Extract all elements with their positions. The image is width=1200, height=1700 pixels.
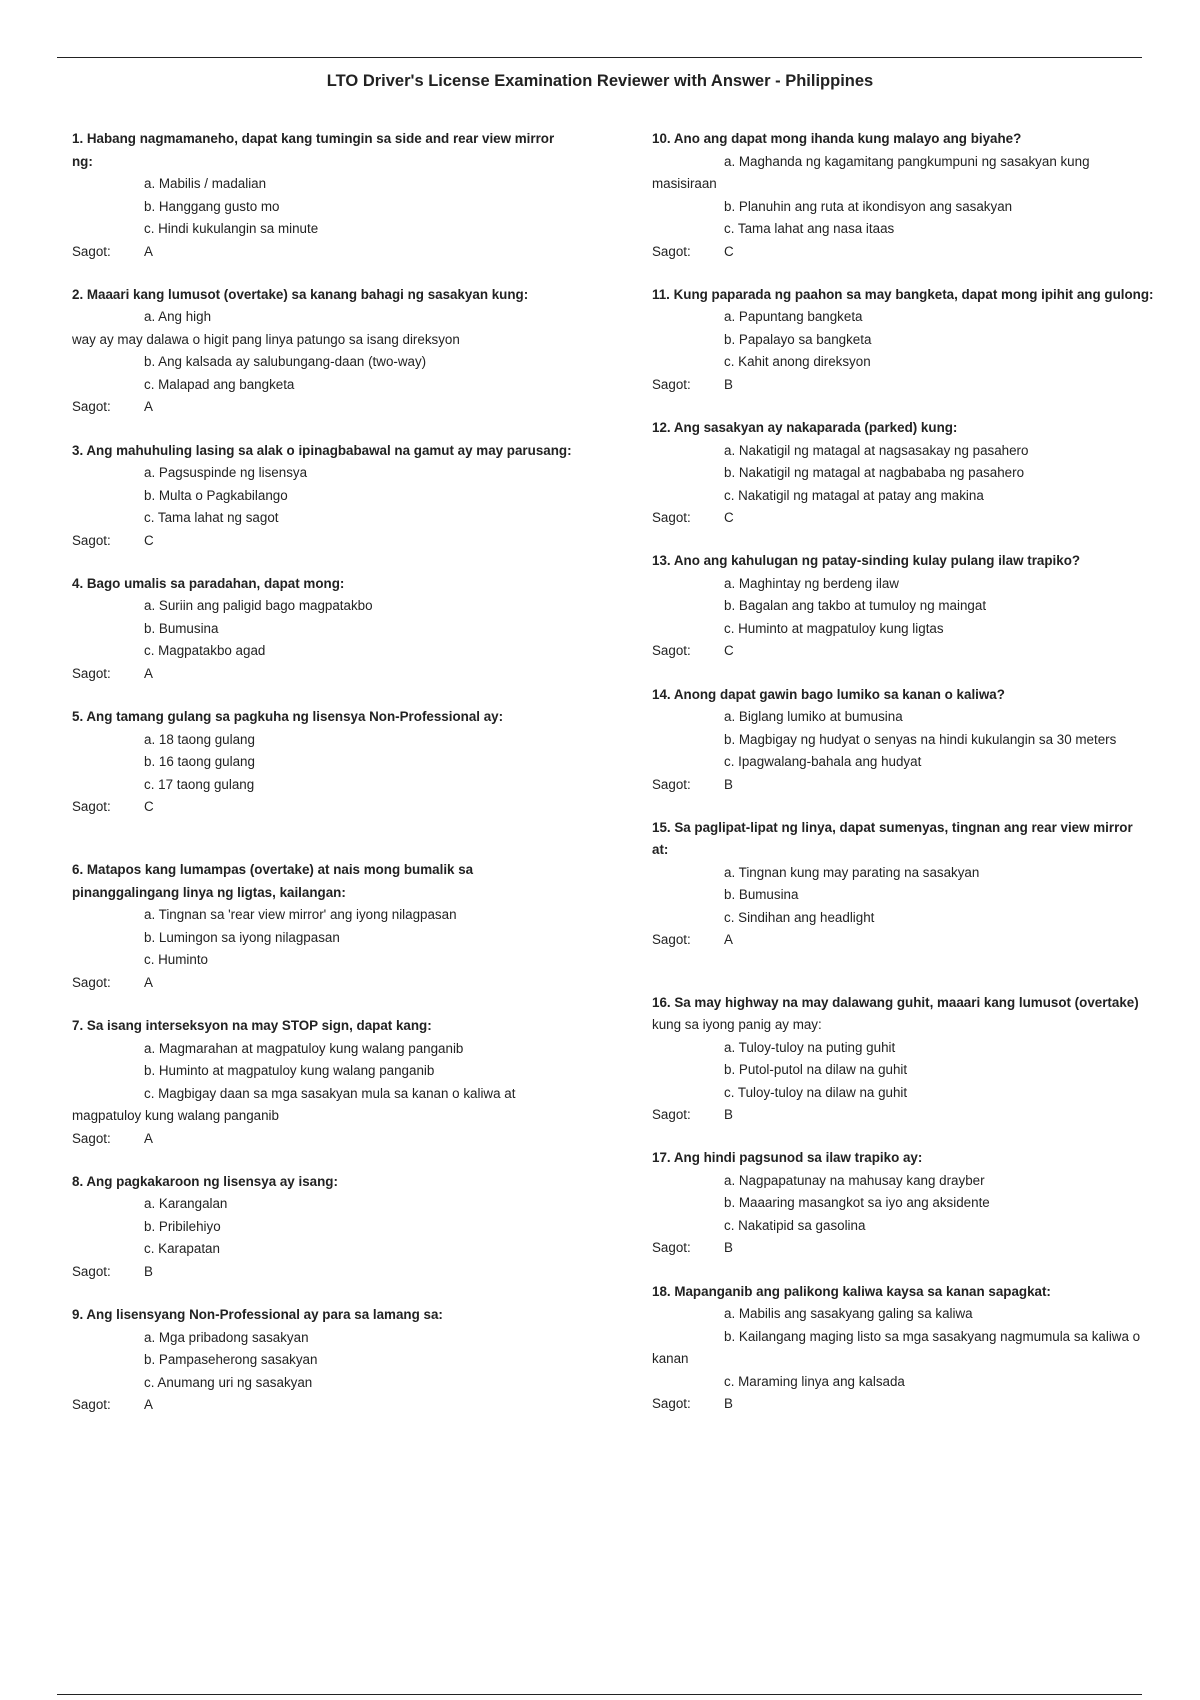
answer-option: b. Bagalan ang takbo at tumuloy ng maingat	[724, 598, 987, 614]
answer-option: c. Tama lahat ang nasa itaas	[724, 221, 895, 236]
answer-option: b. 16 taong gulang	[144, 754, 255, 770]
answer-line	[652, 374, 1187, 397]
answer-option: a. Nagpapatunay na mahusay kang drayber	[724, 1172, 985, 1188]
answer-value: A	[144, 399, 153, 415]
answer-option: c. Magbigay daan sa mga sasakyan mula sa kanan o kaliwa at	[144, 1085, 516, 1101]
answer-line	[652, 1104, 1187, 1127]
answer-value: C	[144, 532, 154, 548]
answer-line	[72, 241, 592, 264]
question-block	[652, 128, 1187, 263]
question-stem: 13. Ano ang kahulugan ng patay-sinding kulay pulang ilaw trapiko?	[652, 553, 1081, 569]
answer-line	[652, 241, 1187, 264]
question-stem: 10. Ano ang dapat mong ihanda kung malayo ang biyahe?	[652, 131, 1022, 146]
answer-option: c. 17 taong gulang	[144, 776, 255, 792]
answer-option: a. Maghanda ng kagamitang pangkumpuni ng sasakyan kung	[724, 153, 1090, 169]
answer-option: b. Nakatigil ng matagal at nagbababa ng pasahero	[724, 465, 1025, 481]
top-rule	[57, 57, 1142, 58]
question-stem-continued: kung sa iyong panig ay may:	[652, 1017, 822, 1032]
answer-option: c. Hindi kukulangin sa minute	[144, 221, 319, 236]
answer-option: b. Planuhin ang ruta at ikondisyon ang sasakyan	[724, 198, 1013, 214]
answer-option: c. Tama lahat ng sagot	[144, 510, 279, 526]
answer-option: a. Pagsuspinde ng lisensya	[144, 465, 308, 481]
question-stem: 14. Anong dapat gawin bago lumiko sa kanan o kaliwa?	[652, 686, 1005, 702]
answer-value: B	[724, 1240, 733, 1256]
answer-option: a. Mabilis ang sasakyang galing sa kaliwa	[724, 1306, 973, 1322]
answer-option: b. Putol-putol na dilaw na guhit	[724, 1062, 908, 1077]
answer-option: a. 18 taong gulang	[144, 731, 255, 747]
answer-value: B	[724, 1107, 733, 1122]
answer-option: b. Pampaseherong sasakyan	[144, 1352, 318, 1368]
answer-value: A	[144, 243, 153, 259]
answer-line	[72, 1128, 592, 1151]
answer-option: a. Maghintay ng berdeng ilaw	[724, 575, 899, 591]
question-stem: 18. Mapanganib ang palikong kaliwa kaysa sa kanan sapagkat:	[652, 1283, 1051, 1299]
answer-label: Sagot:	[652, 776, 691, 792]
question-stem: at:	[652, 842, 669, 858]
answer-label: Sagot:	[652, 932, 691, 948]
answer-option: c. Ipagwalang-bahala ang hudyat	[724, 754, 922, 770]
question-block	[652, 1147, 1187, 1260]
answer-option: masisiraan	[652, 176, 717, 191]
question-block	[652, 417, 1187, 530]
question-block	[652, 1281, 1187, 1416]
answer-value: A	[144, 1397, 153, 1413]
answer-option: c. Magpatakbo agad	[144, 643, 266, 659]
answer-option: c. Nakatipid sa gasolina	[724, 1217, 866, 1233]
answer-option: c. Nakatigil ng matagal at patay ang makina	[724, 487, 984, 503]
question-stem: ng:	[72, 153, 93, 169]
question-stem: 9. Ang lisensyang Non-Professional ay para sa lamang sa:	[72, 1307, 443, 1323]
answer-option: c. Anumang uri ng sasakyan	[144, 1374, 313, 1390]
answer-label: Sagot:	[652, 510, 691, 526]
answer-option: c. Karapatan	[144, 1241, 220, 1257]
question-stem: 2. Maaari kang lumusot (overtake) sa kanang bahagi ng sasakyan kung:	[72, 286, 529, 302]
answer-value: B	[724, 376, 733, 392]
answer-label: Sagot:	[72, 243, 111, 259]
question-stem: 16. Sa may highway na may dalawang guhit, maaari kang lumusot (overtake)	[652, 994, 1139, 1010]
answer-value: C	[724, 243, 734, 259]
answer-line	[72, 796, 592, 819]
answer-option: b. Lumingon sa iyong nilagpasan	[144, 929, 340, 945]
answer-option: way ay may dalawa o higit pang linya patungo sa isang direksyon	[72, 331, 460, 347]
answer-label: Sagot:	[652, 243, 691, 259]
answer-line	[72, 1394, 592, 1417]
answer-option: b. Multa o Pagkabilango	[144, 487, 288, 503]
answer-value: C	[724, 510, 734, 526]
answer-option: a. Biglang lumiko at bumusina	[724, 709, 903, 725]
answer-line	[652, 640, 1187, 663]
answer-line	[72, 663, 592, 686]
question-stem: 1. Habang nagmamaneho, dapat kang tumingin sa side and rear view mirror	[72, 131, 555, 146]
answer-label: Sagot:	[652, 1396, 691, 1412]
answer-value: A	[724, 932, 733, 948]
answer-option: b. Hanggang gusto mo	[144, 198, 280, 214]
question-stem: 7. Sa isang interseksyon na may STOP sign, dapat kang:	[72, 1018, 432, 1034]
answer-line	[652, 1393, 1187, 1416]
answer-line	[652, 507, 1187, 530]
answer-label: Sagot:	[72, 399, 111, 415]
question-stem: pinanggalingang linya ng ligtas, kailangan:	[72, 884, 346, 900]
answer-option: a. Mga pribadong sasakyan	[144, 1329, 309, 1345]
answer-option: a. Papuntang bangketa	[724, 309, 863, 325]
answer-label: Sagot:	[72, 532, 111, 548]
answer-label: Sagot:	[652, 376, 691, 392]
question-block	[652, 817, 1187, 952]
question-block	[72, 573, 592, 686]
answer-option: c. Malapad ang bangketa	[144, 376, 295, 392]
answer-option: c. Huminto	[144, 952, 208, 968]
answer-label: Sagot:	[72, 1263, 111, 1279]
answer-option: a. Tingnan kung may parating na sasakyan	[724, 864, 980, 880]
answer-option: magpatuloy kung walang panganib	[72, 1108, 279, 1124]
question-block	[72, 128, 592, 263]
question-stem: 17. Ang hindi pagsunod sa ilaw trapiko ay:	[652, 1150, 923, 1166]
answer-option: a. Nakatigil ng matagal at nagsasakay ng pasahero	[724, 442, 1029, 458]
answer-line	[72, 972, 592, 995]
question-stem: 4. Bago umalis sa paradahan, dapat mong:	[72, 575, 345, 591]
answer-option: kanan	[652, 1351, 689, 1367]
answer-option: b. Maaaring masangkot sa iyo ang aksidente	[724, 1195, 990, 1211]
question-block	[72, 440, 592, 553]
answer-label: Sagot:	[652, 1240, 691, 1256]
answer-label: Sagot:	[652, 643, 691, 659]
right-column	[652, 128, 1187, 1416]
answer-value: A	[144, 665, 153, 681]
answer-label: Sagot:	[72, 974, 111, 990]
question-block	[72, 859, 592, 994]
answer-option: a. Suriin ang paligid bago magpatakbo	[144, 598, 373, 614]
question-block	[72, 284, 592, 419]
answer-value: A	[144, 974, 153, 990]
answer-option: c. Maraming linya ang kalsada	[724, 1373, 905, 1389]
question-block	[652, 992, 1187, 1127]
answer-option: b. Huminto at magpatuloy kung walang panganib	[144, 1063, 435, 1079]
bottom-rule	[57, 1694, 1142, 1695]
question-block	[72, 1304, 592, 1417]
question-stem: 8. Ang pagkakaroon ng lisensya ay isang:	[72, 1173, 338, 1189]
question-stem: 12. Ang sasakyan ay nakaparada (parked) kung:	[652, 420, 958, 436]
answer-label: Sagot:	[72, 665, 111, 681]
answer-option: c. Sindihan ang headlight	[724, 909, 875, 925]
answer-value: C	[144, 799, 154, 815]
answer-option: b. Pribilehiyo	[144, 1218, 221, 1234]
answer-option: c. Tuloy-tuloy na dilaw na guhit	[724, 1084, 908, 1100]
question-block	[652, 550, 1187, 663]
answer-label: Sagot:	[72, 799, 111, 815]
answer-option: a. Magmarahan at magpatuloy kung walang panganib	[144, 1040, 464, 1056]
answer-option: a. Ang high	[144, 309, 212, 325]
answer-value: A	[144, 1130, 153, 1146]
answer-option: b. Magbigay ng hudyat o senyas na hindi kukulangin sa 30 meters	[724, 731, 1117, 747]
answer-option: b. Papalayo sa bangketa	[724, 331, 872, 347]
question-block	[72, 1171, 592, 1284]
answer-value: C	[724, 643, 734, 659]
question-stem: 6. Matapos kang lumampas (overtake) at nais mong bumalik sa	[72, 862, 474, 878]
answer-option: b. Bumusina	[724, 887, 799, 903]
answer-option: a. Karangalan	[144, 1196, 228, 1212]
answer-option: b. Kailangang maging listo sa mga sasakyang nagmumula sa kaliwa o	[724, 1328, 1141, 1344]
question-block	[652, 684, 1187, 797]
answer-label: Sagot:	[72, 1397, 111, 1413]
answer-option: b. Ang kalsada ay salubungang-daan (two-way)	[144, 354, 427, 370]
answer-option: c. Huminto at magpatuloy kung ligtas	[724, 620, 944, 636]
answer-line	[652, 774, 1187, 797]
answer-line	[72, 1261, 592, 1284]
answer-value: B	[724, 776, 733, 792]
question-block	[72, 706, 592, 819]
page-title: LTO Driver's License Examination Reviewer with Answer - Philippines	[326, 72, 874, 90]
answer-line	[652, 929, 1187, 952]
question-block	[72, 1015, 592, 1150]
answer-option: b. Bumusina	[144, 620, 219, 636]
left-column	[72, 128, 592, 1417]
question-stem: 15. Sa paglipat-lipat ng linya, dapat sumenyas, tingnan ang rear view mirror	[652, 819, 1133, 835]
answer-option: a. Tingnan sa 'rear view mirror' ang iyong nilagpasan	[144, 907, 457, 923]
question-block	[652, 284, 1187, 397]
answer-option: c. Kahit anong direksyon	[724, 354, 871, 370]
answer-option: a. Tuloy-tuloy na puting guhit	[724, 1039, 896, 1055]
answer-line	[652, 1237, 1187, 1260]
answer-label: Sagot:	[72, 1130, 111, 1146]
question-stem: 3. Ang mahuhuling lasing sa alak o ipinagbabawal na gamut ay may parusang:	[72, 442, 572, 458]
answer-value: B	[724, 1396, 733, 1412]
answer-label: Sagot:	[652, 1107, 691, 1122]
question-stem: 5. Ang tamang gulang sa pagkuha ng lisensya Non-Professional ay:	[72, 709, 504, 725]
question-stem: 11. Kung paparada ng paahon sa may bangketa, dapat mong ipihit ang gulong:	[652, 286, 1154, 302]
answer-line	[72, 530, 592, 553]
answer-option: a. Mabilis / madalian	[144, 176, 267, 191]
answer-line	[72, 396, 592, 419]
answer-value: B	[144, 1263, 153, 1279]
